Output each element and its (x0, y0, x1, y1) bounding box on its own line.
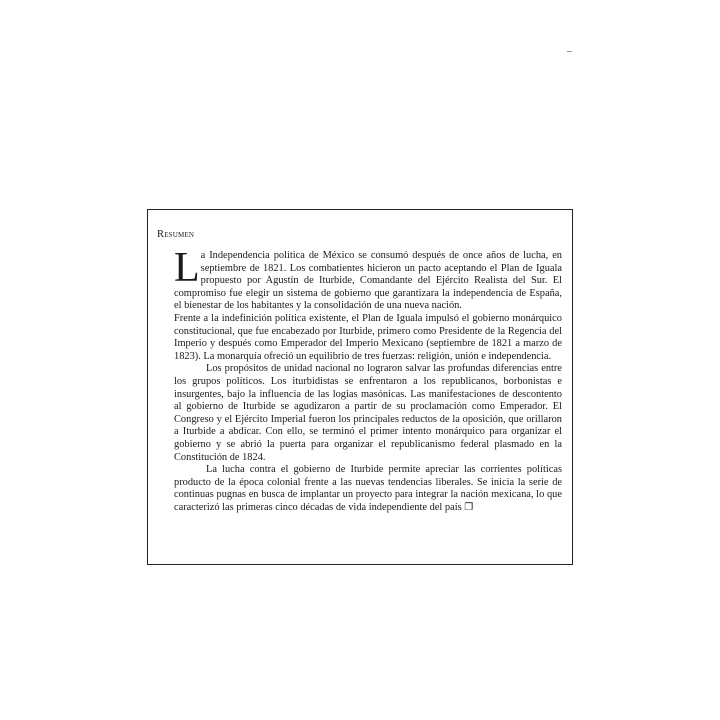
abstract-paragraph-3: Los propósitos de unidad nacional no lograron salvar las profundas diferencias entre los grupos políticos. Los iturbidistas se enfrentaron a los republicanos, borbonistas e insurgentes, bajo la influencia de las logias masónicas. Las manifestaciones de descontento al gobierno de Iturbide se agudizaron a partir de su proclamación como Emperador. El Congreso y el Ejército Imperial fueron los principales reductos de la oposición, que orillaron a Iturbide a abdicar. Con ello, se terminó el primer intento monárquico para organizar el gobierno y se abrió la puerta para organizar el republicanismo federal plasmado en la Constitución de 1824. (174, 363, 562, 463)
drop-cap: L (174, 245, 200, 291)
abstract-heading: Resumen (157, 229, 195, 240)
page-mark: – (567, 46, 572, 57)
end-of-text-icon: ❐ (464, 501, 474, 513)
abstract-box (147, 209, 573, 565)
abstract-paragraph-4 (174, 464, 562, 514)
paragraph-1-text: a Independencia política de México se consumó después de once años de lucha, en septiembre de 1821. Los combatientes hicieron un pacto aceptando el Plan de Iguala propuesto por Agustín de Iturbide, Comandante del Ejército Realista del Sur. El compromiso fue elegir un sistema de gobierno que garantizara la independencia de España, el bienestar de los habitantes y la consolidación de una nueva nación. (174, 250, 562, 312)
abstract-paragraph-2: Frente a la indefinición política existente, el Plan de Iguala impulsó el gobierno monárquico constitucional, que fue encabezado por Iturbide, primero como Presidente de la Regencia del Imperio y después como Emperador del Imperio Mexicano (septiembre de 1821 a marzo de 1823). La monarquía ofreció un equilibrio de tres fuerzas: religión, unión e independencia. (174, 312, 562, 362)
paragraph-4-text: La lucha contra el gobierno de Iturbide permite apreciar las corrientes políticas producto de la época colonial frente a las nuevas tendencias liberales. Se inicia la serie de continuas pugnas en busca de implantar un proyecto para integrar la nación mexicana, lo que caracterizó las primeras cinco décadas de vida independiente del país (174, 464, 562, 513)
abstract-body (174, 245, 562, 514)
abstract-paragraph-1 (174, 245, 562, 313)
